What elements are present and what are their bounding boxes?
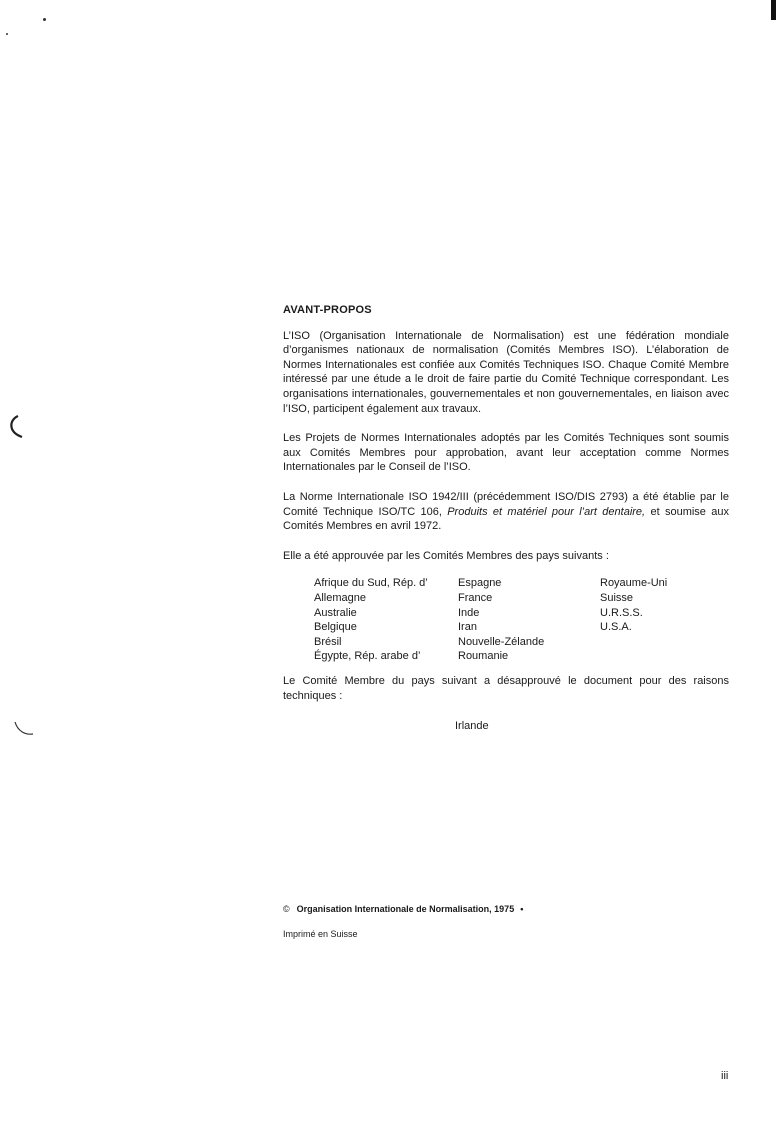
countries-column-1 [314,576,428,664]
scan-speck [6,33,8,35]
disapproval-intro: Le Comité Membre du pays suivant a désapprouvé le document pour des raisons techniques : [283,675,729,702]
printed-in-note: Imprimé en Suisse [283,929,358,939]
disapproving-country: Irlande [455,719,489,732]
page-number: iii [721,1070,729,1082]
committee-title: Produits et matériel pour l’art dentaire, [447,505,646,518]
country-item: Inde [458,606,480,619]
foreword-section [283,303,729,733]
binding-hole-mark [12,718,36,740]
iso-description-paragraph: L’ISO (Organisation Internationale de Normalisation) est une fédération mondiale d’organismes nationaux de normalisation (Comités Membres ISO). L’élaboration de Normes Internationales est confiée aux Comités Techniques ISO. Chaque Comité Membre intéressé par une étude a le droit de faire partie du Comité Technique correspondant. Les organisations internationales, gouvernementales et non gouvernementales, en liaison avec l’ISO, participent également aux travaux. [283,329,729,415]
country-item: Suisse [600,591,634,604]
approval-intro: Elle a été approuvée par les Comités Membres des pays suivants : [283,549,609,562]
country-item: Iran [458,621,477,634]
country-item: Allemagne [314,591,366,604]
bullet-icon: • [520,904,524,914]
country-item: Brésil [314,635,342,648]
countries-column-2 [458,576,544,664]
draft-approval-paragraph: Les Projets de Normes Internationales adoptés par les Comités Techniques sont soumis aux Comités Membres pour approbation, avant leur acceptation comme Normes Internationales par le Conseil de l’ISO. [283,432,729,474]
approving-countries-list [283,576,729,664]
country-item: Nouvelle-Zélande [458,635,545,648]
country-item: Espagne [458,577,502,590]
copyright-text: Organisation Internationale de Normalisation, 1975 [296,904,515,914]
scan-speck [43,18,46,21]
standard-origin-text: La Norme Internationale ISO 1942/III (précédemment ISO/DIS 2793) a été établie par le Comité Technique ISO/TC 106, [283,490,729,518]
country-item: Australie [314,606,357,619]
country-item: Roumanie [458,650,509,663]
scan-edge-mark [771,0,776,20]
country-item: U.R.S.S. [600,606,643,619]
country-item: Égypte, Rép. arabe d’ [314,650,421,663]
foreword-heading: AVANT-PROPOS [283,304,372,316]
country-item: France [458,591,493,604]
copyright-line [283,904,523,914]
country-item: Belgique [314,621,357,634]
countries-column-3 [600,576,667,634]
country-item: U.S.A. [600,621,632,634]
country-item: Afrique du Sud, Rép. d’ [314,577,428,590]
binding-hole-mark [4,414,26,440]
country-item: Royaume-Uni [600,577,668,590]
copyright-icon: © [283,904,290,914]
standard-origin-paragraph [283,490,729,534]
standard-origin-text-end: et soumise aux Comités Membres en avril 1972. [283,505,729,533]
